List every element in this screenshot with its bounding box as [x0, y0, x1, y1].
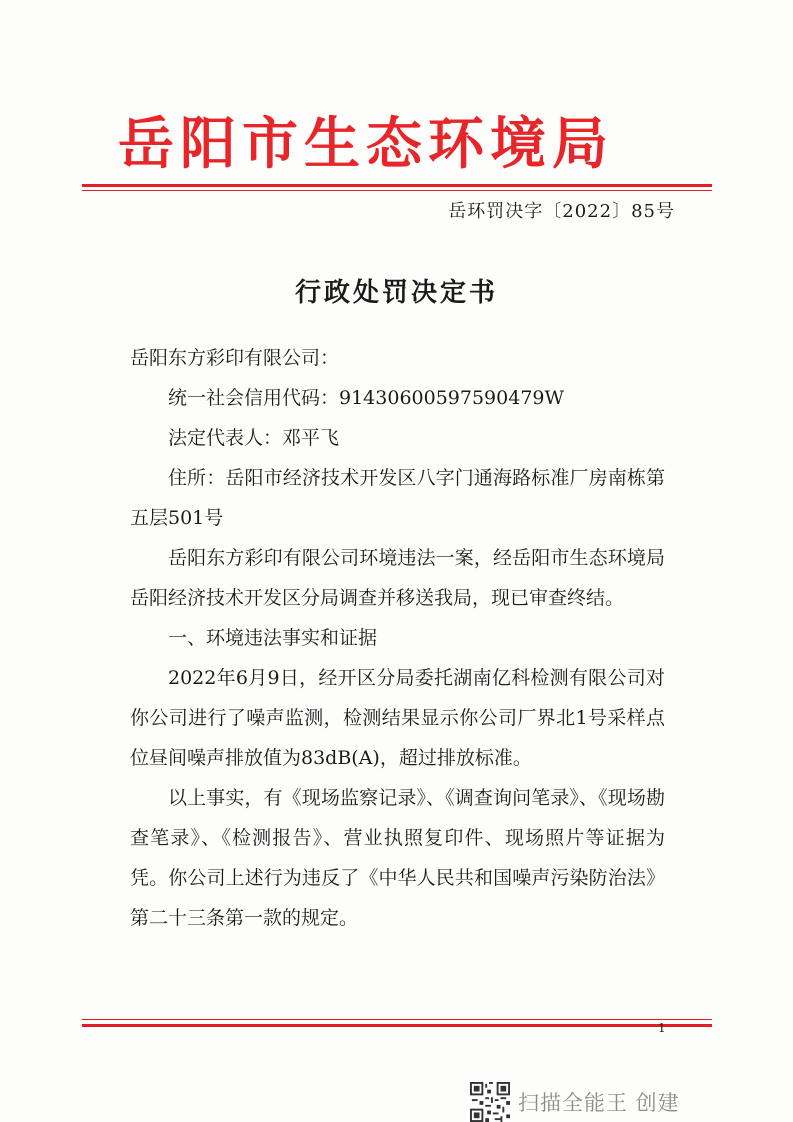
case-intro-paragraph: 岳阳东方彩印有限公司环境违法一案，经岳阳市生态环境局岳阳经济技术开发区分局调查并移送我局，现已审查终结。: [130, 547, 665, 609]
legal-representative-line: 法定代表人：邓平飞: [168, 427, 340, 449]
issuing-authority-title: 岳阳市生态环境局: [118, 111, 614, 177]
section-heading-facts: 一、环境违法事实和证据: [168, 627, 378, 649]
footer-red-rule-thin: [82, 1019, 712, 1020]
footer-red-rule-thick: [82, 1024, 712, 1027]
address-paragraph: 住所：岳阳市经济技术开发区八字门通海路标准厂房南栋第五层501号: [130, 467, 665, 529]
header-red-rule-thin: [82, 190, 712, 191]
credit-code-line: 统一社会信用代码：91430600597590479W: [168, 387, 565, 409]
qr-code-icon: [470, 1082, 510, 1122]
evidence-paragraph: 以上事实，有《现场监察记录》、《调查询问笔录》、《现场勘查笔录》、《检测报告》、营业执照复印件、现场照片等证据为凭。你公司上述行为违反了《中华人民共和国噪声污染防治法》第二十三条第一款的规定。: [130, 787, 665, 929]
document-title: 行政处罚决定书: [294, 278, 498, 308]
scanner-watermark: [470, 1084, 680, 1120]
recipient-line: 岳阳东方彩印有限公司：: [130, 347, 340, 369]
header-red-rule-thick: [82, 184, 712, 187]
facts-paragraph: 2022年6月9日，经开区分局委托湖南亿科检测有限公司对你公司进行了噪声监测，检测结果显示你公司厂界北1号采样点位昼间噪声排放值为83dB(A)，超过排放标准。: [130, 667, 665, 769]
page-number: 1: [658, 1021, 666, 1035]
document-body: [130, 338, 665, 938]
watermark-text: 扫描全能王 创建: [518, 1091, 680, 1115]
document-number: 岳环罚决字〔2022〕85号: [448, 201, 675, 222]
